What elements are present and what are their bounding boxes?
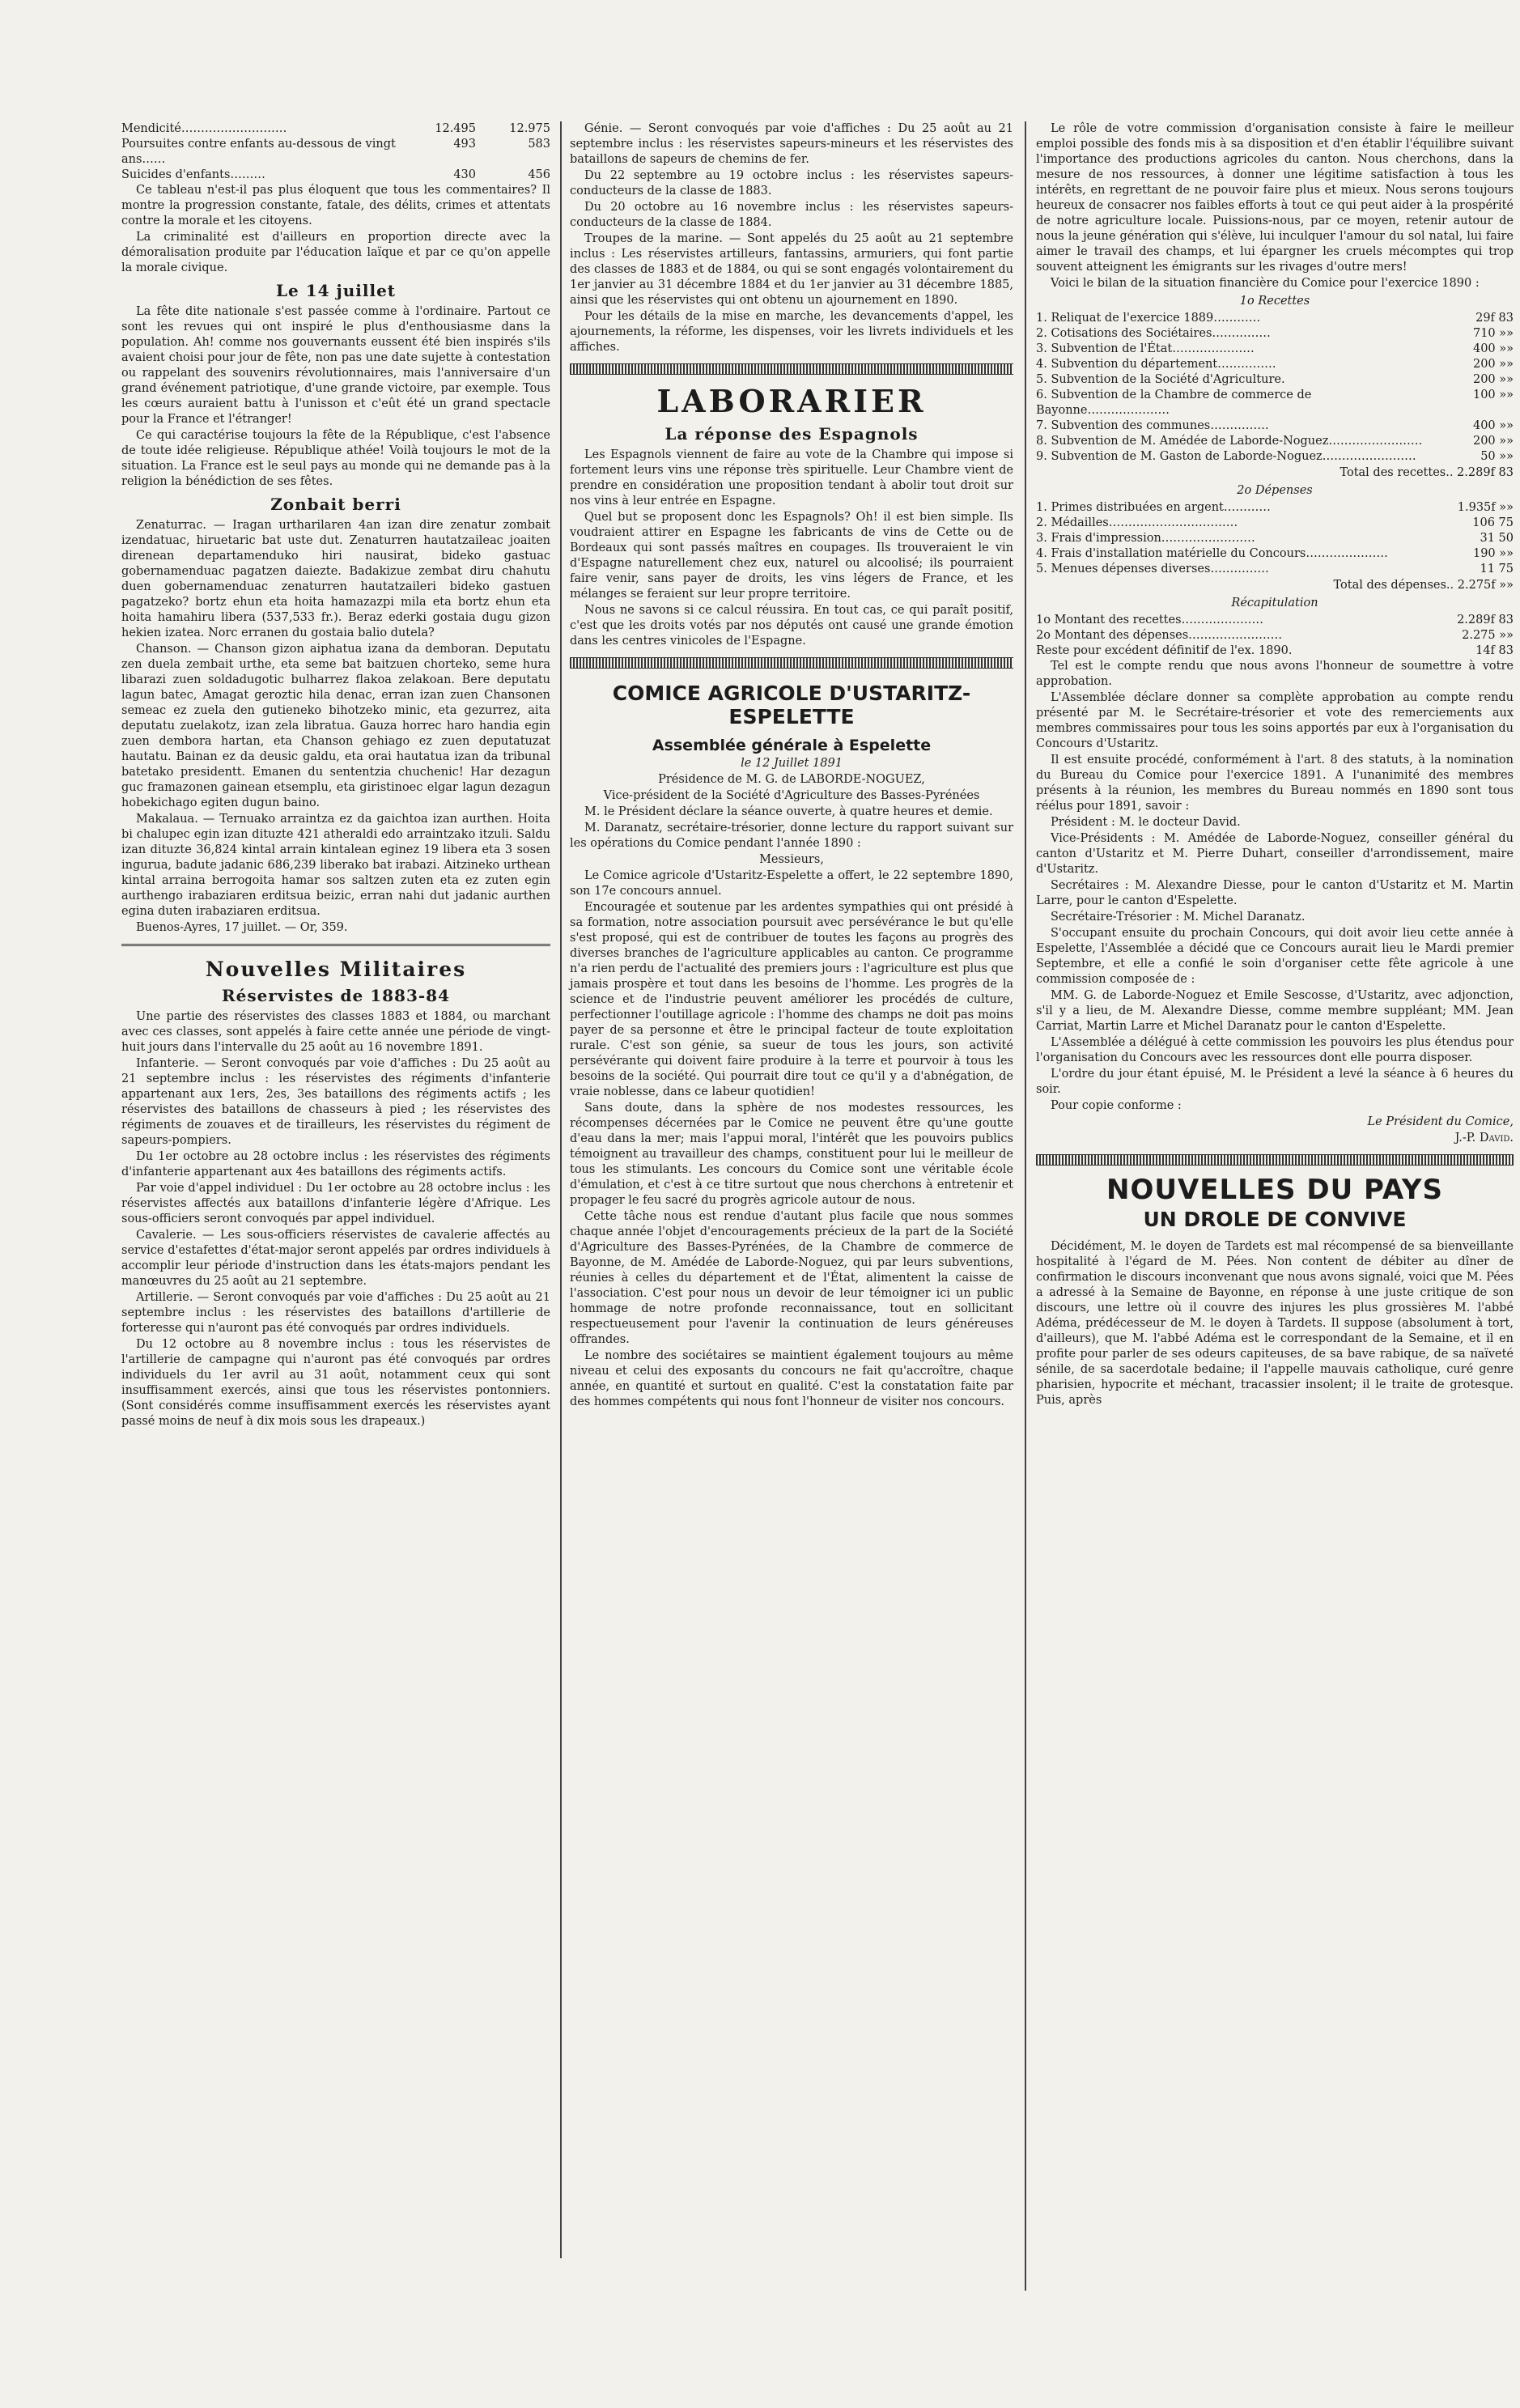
- heading-14-juillet: Le 14 juillet: [275, 281, 397, 300]
- paragraph: Ce qui caractérise toujours la fête de la République, c'est l'absence de toute idée religieuse. République athée! Voilà toujours le mot de la situation. La France est le seul pays au monde qui ne demande pas à la religion la bénédiction de ses fêtes.: [121, 429, 550, 488]
- paragraph: Pour copie conforme :: [1051, 1099, 1182, 1112]
- heading-assemblee: Assemblée générale à Espelette: [652, 737, 932, 754]
- paragraph: La fête dite nationale s'est passée comme à l'ordinaire. Partout ce sont les revues qui ont inspiré le plus d'enthousiasme dans la population. Ah! comme nos gouvernants eussent été bien inspirés s'ils avaient choisi pour jour de fête, non pas une date sujette à contestation ou rappelant des souvenirs révolutionnaires, mais l'anniversaire d'un grand événement patriotique, d'une grande victoire, par exemple. Tous les cœurs auraient battu à l'unisson et c'eût été un grand spectacle pour la France et l'étranger!: [121, 305, 550, 426]
- paragraph: Sans doute, dans la sphère de nos modestes ressources, les récompenses décernées par le Comice ne peuvent être qu'une goutte d'eau dans la mer; mais l'appui moral, l'intérêt que les pouvoirs publics témoignent au travailleur des champs, constituent pour lui le meilleur de tous les stimulants. Les concours du Comice sont une véritable école d'émulation, et c'est à ce titre surtout que nous cherchons à entretenir et propager le feu sacré du progrès agricole autour de nous.: [570, 1102, 1013, 1207]
- paragraph: Troupes de la marine. — Sont appelés du 25 août au 21 septembre inclus : Les réservistes artilleurs, fantassins, armuriers, qui font partie des classes de 1883 et de 1884, ou qui se sont engagés volontairement du 1er janvier au 31 décembre 1884 et du 1er janvier au 31 décembre 1885, ainsi que les réservistes qui ont obtenu un ajournement en 1890.: [570, 232, 1013, 307]
- table-row: 2o Montant des dépenses…………………… 2.275 »»: [1036, 629, 1514, 642]
- column-3: [1036, 121, 1514, 1409]
- paragraph: Quel but se proposent donc les Espagnols? Oh! il est bien simple. Ils voudraient attirer en Espagne les fabricants de vins de Cette ou de Bordeaux qui sont passés maîtres en coupages. Ils trouveraient le vin d'Espagne naturellement chez eux, naturel ou alcoolisé; ils pourraient faire venir, sans payer de droits, les vins légers de France, et les mélanges se feraient sur leur propre territoire.: [570, 511, 1013, 601]
- paragraph: M. le Président déclare la séance ouverte, à quatre heures et demie.: [584, 805, 993, 818]
- paragraph: M. Daranatz, secrétaire-trésorier, donne lecture du rapport suivant sur les opérations du Comice pendant l'année 1890 :: [570, 822, 1013, 850]
- paragraph: L'Assemblée déclare donner sa complète approbation au compte rendu présenté par M. le Secrétaire-trésorier et vote des remerciements aux membres commissaires pour tous les soins apportés par eux à l'organisation du Concours d'Ustaritz.: [1036, 691, 1514, 750]
- recettes-title: 1o Recettes: [1239, 295, 1310, 308]
- paragraph: Du 12 octobre au 8 novembre inclus : tous les réservistes de l'artillerie de campagne qui n'auront pas été convoqués par ordres individuels du 1er avril au 31 août, notamment ceux qui sont insuffisamment exercés, ainsi que tous les réservistes pontonniers. (Sont considérés comme insuffisamment exercés les réservistes ayant passé moins de neuf à dix mois sous les drapeaux.): [121, 1338, 550, 1428]
- depenses-title: 2o Dépenses: [1237, 484, 1313, 497]
- paragraph: Secrétaires : M. Alexandre Diesse, pour le canton d'Ustaritz et M. Martin Larre, pour le canton d'Espelette.: [1036, 879, 1514, 907]
- heading-drole-de-convive: UN DROLE DE CONVIVE: [1143, 1208, 1407, 1231]
- column-2: [570, 121, 1013, 1411]
- presidence-sub: Vice-président de la Société d'Agriculture des Basses-Pyrénées: [603, 789, 980, 802]
- depenses-table: [1036, 500, 1514, 577]
- heading-reponse-espagnols: La réponse des Espagnols: [664, 424, 919, 444]
- column-rule: [560, 121, 562, 2258]
- paragraph: Pour les détails de la mise en marche, les devancements d'appel, les ajournements, la réforme, les dispenses, voir les livrets individuels et les affiches.: [570, 310, 1013, 354]
- table-row: Reste pour excédent définitif de l'ex. 1890. 14f 83: [1036, 644, 1514, 657]
- heading-zonbait-berri: Zonbait berri: [270, 495, 401, 514]
- paragraph: Voici le bilan de la situation financière du Comice pour l'exercice 1890 :: [1051, 277, 1480, 290]
- heading-nouvelles-militaires: Nouvelles Militaires: [205, 958, 467, 981]
- table-row: 8. Subvention de M. Amédée de Laborde-Noguez…………………… 200 »»: [1036, 435, 1514, 448]
- paragraph: Encouragée et soutenue par les ardentes sympathies qui ont présidé à sa formation, notre association poursuit avec persévérance le but qu'elle s'est proposé, qui est de contribuer de toutes les façons au progrès des diverses branches de l'agriculture applicables au canton. Ce programme n'a rien perdu de l'actualité des premiers jours : l'agriculture est plus que jamais prospère et tout dans les besoins de l'homme. Les progrès de la science et de l'industrie peuvent améliorer les procédés de culture, perfectionner l'outillage agricole : l'homme des champs ne doit pas moins payer de sa personne et être le principal facteur de toute exploitation rurale. C'est son génie, sa sueur de tous les jours, son activité persévérante qui doivent faire produire à la terre et pourvoir à tous les besoins de la société. Qui pourrait dire tout ce qu'il y a d'abnégation, de vraie noblesse, dans ce labeur quotidien!: [570, 901, 1013, 1098]
- paragraph: Tel est le compte rendu que nous avons l'honneur de soumettre à votre approbation.: [1036, 660, 1514, 688]
- paragraph: Le rôle de votre commission d'organisation consiste à faire le meilleur emploi possible des fonds mis à sa disposition et d'en établir l'équilibre suivant l'importance des productions agricoles du canton. Nous cherchons, dans la mesure de nos ressources, à donner une légitime satisfaction à tous les intérêts, en regrettant de ne pouvoir faire plus et mieux. Nous serons toujours heureux de consacrer nos faibles efforts à tout ce qui peut aider à la prospérité de notre agriculture locale. Puissions-nous, par ce moyen, retenir autour de nous la jeune génération qui s'élève, lui inculquer l'amour du sol natal, lui faire aimer le travail des champs, et lui épargner les cruels mécomptes qui trop souvent atteignent les émigrants sur les rivages d'outre mers!: [1036, 122, 1514, 274]
- total-recettes: Total des recettes.. 2.289f 83: [1340, 466, 1514, 479]
- paragraph: L'Assemblée a délégué à cette commission les pouvoirs les plus étendus pour l'organisation du Concours avec les ressources dont elle pourra disposer.: [1036, 1036, 1514, 1064]
- paragraph: Génie. — Seront convoqués par voie d'affiches : Du 25 août au 21 septembre inclus : les réservistes sapeurs-mineurs et les réservistes des bataillons de sapeurs de chemins de fer.: [570, 122, 1013, 166]
- paragraph: Il est ensuite procédé, conformément à l'art. 8 des statuts, à la nomination du Bureau du Comice pour l'exercice 1891. A l'unanimité des membres présents à la réunion, les membres du Bureau nommés en 1890 sont tous réélus pour 1891, savoir :: [1036, 754, 1514, 813]
- divider: [1036, 1154, 1514, 1166]
- signature-name: J.-P. David.: [1454, 1132, 1514, 1145]
- paragraph: Cavalerie. — Les sous-officiers réservistes de cavalerie affectés au service d'estafettes d'état-major seront appelés par ordres individuels à accomplir leur période d'instruction dans les états-majors pendant les manœuvres du 25 août au 21 septembre.: [121, 1229, 550, 1288]
- table-row: 6. Subvention de la Chambre de commerce de Bayonne………………… 100 »»: [1036, 389, 1514, 417]
- divider: [121, 944, 550, 946]
- paragraph: Cette tâche nous est rendue d'autant plus facile que nous sommes chaque année l'objet d'encouragements précieux de la part de la Société d'Agriculture des Basses-Pyrénées, de la Chambre de commerce de Bayonne, de M. Amédée de Laborde-Noguez, qui par leurs subventions, réunies à celles du département et de l'État, alimentent la caisse de l'association. C'est pour nous un devoir de leur témoigner ici un public hommage de notre profonde reconnaissance, tout en sollicitant respectueusement pour l'avenir la continuation de leurs généreuses offrandes.: [570, 1210, 1013, 1346]
- divider: [570, 657, 1013, 669]
- salutation: Messieurs,: [759, 853, 824, 866]
- table-row: 4. Frais d'installation matérielle du Concours………………… 190 »»: [1036, 547, 1514, 560]
- paragraph: Nous ne savons si ce calcul réussira. En tout cas, ce qui paraît positif, c'est que les droits votés par nos députés ont causé une grande émotion dans les centres vinicoles de l'Espagne.: [570, 604, 1013, 648]
- table-row: 5. Subvention de la Société d'Agriculture. 200 »»: [1036, 373, 1514, 386]
- column-1: [121, 121, 550, 1430]
- heading-comice-agricole: COMICE AGRICOLE D'USTARITZ-ESPELETTE: [612, 682, 971, 728]
- table-row: 1. Reliquat de l'exercice 1889………… 29f 83: [1036, 312, 1514, 325]
- paragraph: La criminalité est d'ailleurs en proportion directe avec la démoralisation produite par l'éducation laïque et par ce qu'on appelle la morale civique.: [121, 231, 550, 274]
- paragraph: Du 20 octobre au 16 novembre inclus : les réservistes sapeurs-conducteurs de la classe de 1884.: [570, 201, 1013, 229]
- paragraph: Secrétaire-Trésorier : M. Michel Daranatz.: [1051, 911, 1306, 924]
- crime-stats-table: [121, 121, 550, 183]
- heading-laborarier: LABORARIER: [656, 383, 927, 419]
- paragraph: Le Comice agricole d'Ustaritz-Espelette a offert, le 22 septembre 1890, son 17e concours annuel.: [570, 869, 1013, 898]
- paragraph: Makalaua. — Ternuako arraintza ez da gaichtoa izan aurthen. Hoita bi chalupec egin izan dituzte 421 atheraldi edo arraintzako itzuli. Saldu izan dituzte 36,824 kintal arrain kintalean eginez 19 libera eta 3 sosen ingurua, badute jadanic 686,239 liberako bat irabazi. Aitzineko urthean kintal arraina berrogoita hamar sos saltzen zuten eta ez zuten egin aurthengo irabaziaren erditsua beizic, erran nahi dut jadanic aurthen egina duten irabaziaren erditsua.: [121, 813, 550, 918]
- recettes-table: [1036, 311, 1514, 465]
- table-row: 2. Cotisations des Sociétaires…………… 710 »»: [1036, 327, 1514, 340]
- paragraph: L'ordre du jour étant épuisé, M. le Président a levé la séance à 6 heures du soir.: [1036, 1068, 1514, 1096]
- paragraph: Décidément, M. le doyen de Tardets est mal récompensé de sa bienveillante hospitalité à l'égard de M. Pées. Non content de débiter au dîner de confirmation le discours inconvenant que nous avons signalé, voici que M. Pées a adressé à la Semaine de Bayonne, en réponse à une juste critique de son discours, une lettre où il couvre des injures les plus grossières M. l'abbé Adéma, prédécesseur de M. le doyen à Tardets. Il suppose (absolument à tort, d'ailleurs), que M. l'abbé Adéma est le correspondant de la Semaine, et il en profite pour parler de ses odeurs capiteuses, de sa bave rabique, de sa naïveté sénile, de sa sacerdotale bedaine; il l'appelle mauvais catholique, curé genre pharisien, hypocrite et méchant, tracassier insolent; il le traite de grotesque. Puis, après: [1036, 1240, 1514, 1407]
- total-depenses: Total des dépenses.. 2.275f »»: [1333, 579, 1514, 592]
- table-row: 1. Primes distribuées en argent………… 1.935f »»: [1036, 501, 1514, 514]
- presidence: Présidence de M. G. de LABORDE-NOGUEZ,: [658, 773, 925, 786]
- paragraph: Par voie d'appel individuel : Du 1er octobre au 28 octobre inclus : les réservistes affectés aux bataillons d'infanterie légère d'Afrique. Les sous-officiers seront convoqués par appel individuel.: [121, 1182, 550, 1225]
- paragraph: Du 1er octobre au 28 octobre inclus : les réservistes des régiments d'infanterie appartenant aux 4es bataillons des régiments actifs.: [121, 1150, 550, 1179]
- recap-table: [1036, 613, 1514, 659]
- meeting-date: le 12 Juillet 1891: [741, 757, 843, 770]
- heading-reservistes: Réservistes de 1883-84: [222, 986, 450, 1005]
- column-rule: [1025, 121, 1026, 2291]
- paragraph: Zenaturrac. — Iragan urtharilaren 4an izan dire zenatur zombait izendatuac, hiruetaric bat uste dut. Zenaturren hautatzaileac joaiten direnean departamenduko hiri nausirat, bideko gastuac gobernamenduac pagatzen daiezte. Badakizue zembat diru chahutu duen gobernamenduac zenaturren hautatzaileri bideko gastuen pagatzeko? bortz ehun eta hoita hamazazpi mila eta bortz ehun eta hoita hamahiru libera (537,533 fr.). Beraz ederki gostaia dugu gizon hekien izatea. Norc erranen du gostaia balio dutela?: [121, 519, 550, 639]
- dateline: Buenos-Ayres, 17 juillet. — Or, 359.: [136, 921, 348, 934]
- paragraph: Ce tableau n'est-il pas plus éloquent que tous les commentaires? Il montre la progression constante, fatale, des délits, crimes et attentats contre la morale et les citoyens.: [121, 184, 550, 227]
- paragraph: Une partie des réservistes des classes 1883 et 1884, ou marchant avec ces classes, sont appelés à faire cette année une période de vingt-huit jours dans l'intervalle du 25 août au 16 novembre 1891.: [121, 1010, 550, 1054]
- paragraph: Infanterie. — Seront convoqués par voie d'affiches : Du 25 août au 21 septembre inclus : les réservistes des régiments d'infanterie appartenant aux 1ers, 2es, 3es bataillons des régiments actifs ; les réservistes des bataillons de chasseurs à pied ; les réservistes des régiments de zouaves et de tirailleurs, les réservistes du régiment de sapeurs-pompiers.: [121, 1057, 550, 1147]
- table-row: 3. Subvention de l'État………………… 400 »»: [1036, 342, 1514, 355]
- table-row: 2. Médailles…………………………… 106 75: [1036, 516, 1514, 529]
- divider: [570, 363, 1013, 375]
- table-row: 1o Montant des recettes………………… 2.289f 83: [1036, 614, 1514, 626]
- stat-row: Mendicité……………………… 12.495 12.975: [121, 122, 550, 135]
- stat-row: Suicides d'enfants……… 430 456: [121, 168, 550, 181]
- paragraph: Président : M. le docteur David.: [1051, 816, 1241, 829]
- table-row: 3. Frais d'impression…………………… 31 50: [1036, 532, 1514, 545]
- paragraph: S'occupant ensuite du prochain Concours, qui doit avoir lieu cette année à Espelette, l'Assemblée a décidé que ce Concours aurait lieu le Mardi premier Septembre, et elle a confié le soin d'organiser cette fête agricole à une commission composée de :: [1036, 927, 1514, 986]
- paragraph: Le nombre des sociétaires se maintient également toujours au même niveau et celui des exposants du concours ne fait qu'accroître, chaque année, en quantité et surtout en qualité. C'est la constatation faite par des hommes compétents qui nous font l'honneur de visiter nos concours.: [570, 1349, 1013, 1408]
- paragraph: Vice-Présidents : M. Amédée de Laborde-Noguez, conseiller général du canton d'Ustaritz et M. Pierre Duhart, conseiller d'arrondissement, maire d'Ustaritz.: [1036, 832, 1514, 876]
- table-row: 9. Subvention de M. Gaston de Laborde-Noguez…………………… 50 »»: [1036, 450, 1514, 463]
- recap-title: Récapitulation: [1231, 597, 1318, 609]
- table-row: 4. Subvention du département…………… 200 »»: [1036, 358, 1514, 371]
- paragraph: Artillerie. — Seront convoqués par voie d'affiches : Du 25 août au 21 septembre inclus : les réservistes des bataillons d'artillerie de forteresse qui n'auront pas été convoqués par ordres individuels.: [121, 1291, 550, 1335]
- paragraph: Du 22 septembre au 19 octobre inclus : les réservistes sapeurs-conducteurs de la classe de 1883.: [570, 169, 1013, 197]
- paragraph: Les Espagnols viennent de faire au vote de la Chambre qui impose si fortement leurs vins une réponse très spirituelle. Leur Chambre vient de prendre en considération une proposition tendant à abolir tout droit sur nos vins à leur entrée en Espagne.: [570, 448, 1013, 508]
- table-row: 7. Subvention des communes…………… 400 »»: [1036, 419, 1514, 432]
- stat-row: Poursuites contre enfants au-dessous de vingt ans…… 493 583: [121, 138, 550, 166]
- heading-nouvelles-du-pays: NOUVELLES DU PAYS: [1106, 1174, 1444, 1206]
- table-row: 5. Menues dépenses diverses…………… 11 75: [1036, 563, 1514, 575]
- paragraph: MM. G. de Laborde-Noguez et Emile Sescosse, d'Ustaritz, avec adjonction, s'il y a lieu, de M. Alexandre Diesse, comme membre suppléant; MM. Jean Carriat, Martin Larre et Michel Daranatz pour le canton d'Espelette.: [1036, 989, 1514, 1033]
- signature-title: Le Président du Comice,: [1367, 1115, 1514, 1128]
- paragraph: Chanson. — Chanson gizon aiphatua izana da demboran. Deputatu zen duela zembait urthe, eta seme bat baitzuen chorteko, seme hura libarazi zuen soldadugotic bulharrez flakoa zelakoan. Bere deputatu lagun batec, Amagat geroztic hila denac, erran izan zuen Chansonen semeac ez zuela den gutieneko bihotzeko minic, eta gezurrez, aita deputatu zuelakotz, izan zela libratua. Gauza horrec haro handia egin zuen dembora hartan, eta Chanson gehiago ez zuen deputatuzat hautatu. Bainan ez da deusic galdu, eta orai hautatua izan da tribunal batetako presidentt. Emanen du sententzia chuchenic! Har dezagun guc framazonen gainean etsemplu, eta giristinoec elgar lagun dezagun hobekichago egiten dugun baino.: [121, 643, 550, 809]
